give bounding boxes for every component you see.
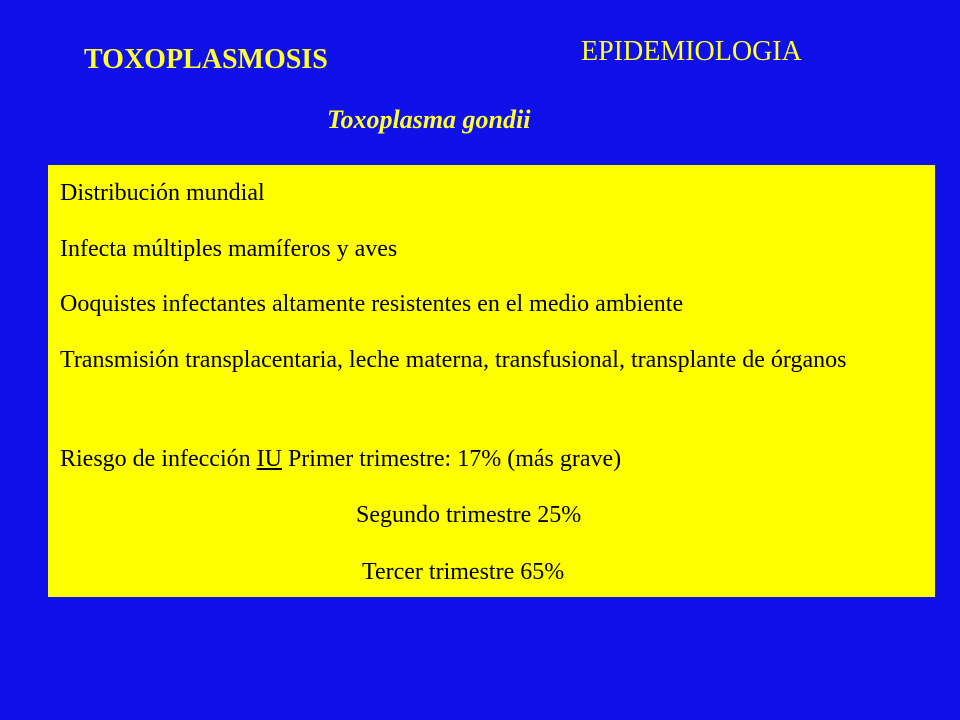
risk-third-trimester: Tercer trimestre 65% — [362, 559, 565, 585]
bullet-risk — [60, 444, 621, 475]
risk-iu-abbrev: IU — [256, 446, 282, 472]
bullet-transmission: Transmisión transplacentaria, leche materna, transfusional, transplante de órganos — [60, 347, 847, 373]
organism-subtitle: Toxoplasma gondii — [327, 105, 531, 134]
slide-title: TOXOPLASMOSIS — [84, 44, 328, 75]
section-heading: EPIDEMIOLOGIA — [581, 36, 802, 67]
risk-first-trimester: Primer trimestre: 17% (más grave) — [281, 446, 622, 472]
risk-label: Riesgo de infección — [60, 446, 257, 472]
content-box — [48, 165, 935, 597]
bullet-oocysts: Ooquistes infectantes altamente resistentes en el medio ambiente — [60, 291, 684, 317]
bullet-hosts: Infecta múltiples mamíferos y aves — [60, 236, 398, 262]
risk-second-trimester: Segundo trimestre 25% — [356, 502, 582, 528]
bullet-distribution: Distribución mundial — [60, 180, 265, 206]
